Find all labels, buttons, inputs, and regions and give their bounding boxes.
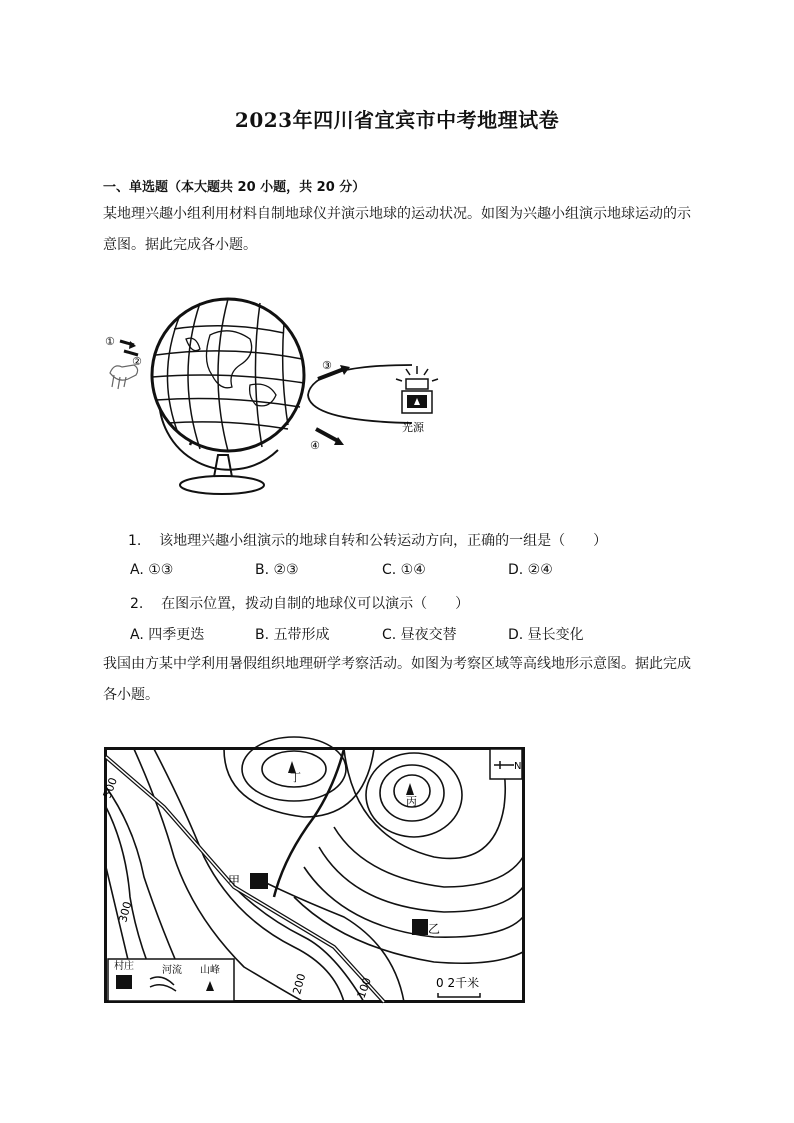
- question-1: [128, 530, 607, 550]
- question-2-stem: 在图示位置，拨动自制的地球仪可以演示（ ）: [161, 596, 470, 612]
- option-1b: B. ②③: [255, 562, 299, 578]
- section-heading-text: 一、单选题（本大题共 20 小题，共 20 分）: [103, 180, 366, 195]
- intro-paragraph-1: [103, 199, 703, 261]
- label-jia: 甲: [228, 874, 241, 888]
- village-jia-icon: [250, 873, 268, 889]
- contour-map-figure: [100, 747, 526, 1005]
- intro-paragraph-2: [103, 649, 703, 711]
- intro-2-line-2: 各小题。: [103, 687, 159, 703]
- marker-2: ②: [132, 355, 142, 368]
- contour-label-200: 200: [290, 972, 309, 996]
- village-yi-icon: [412, 919, 428, 935]
- legend-village-label: 村庄: [114, 961, 134, 972]
- contour-label-300: 300: [116, 900, 135, 924]
- globe-figure: [100, 295, 450, 500]
- question-2-number: 2.: [130, 596, 144, 612]
- light-source-icon: [396, 366, 438, 413]
- legend-river-label: 河流: [162, 965, 182, 976]
- option-1c: C. ①④: [382, 562, 426, 578]
- legend-peak-label: 山峰: [200, 965, 220, 976]
- marker-4: ④: [310, 439, 320, 452]
- label-ding: 丁: [290, 771, 301, 784]
- option-2d: D. 昼长变化: [508, 627, 584, 643]
- intro-1-line-2: 意图。据此完成各小题。: [103, 237, 257, 253]
- legend-village-icon: [116, 975, 132, 989]
- label-bing: 丙: [406, 795, 417, 808]
- contour-label-500: 500: [100, 775, 121, 801]
- option-1a: A. ①③: [130, 562, 174, 578]
- option-2b: B. 五带形成: [255, 627, 330, 643]
- north-label: N: [514, 761, 522, 772]
- question-2: [130, 593, 469, 613]
- option-2c: C. 昼夜交替: [382, 627, 457, 643]
- question-1-number: 1.: [128, 533, 142, 549]
- question-1-stem: 该地理兴趣小组演示的地球自转和公转运动方向，正确的一组是（ ）: [159, 533, 608, 549]
- intro-2-line-1: 我国由方某中学利用暑假组织地理研学考察活动。如图为考察区域等高线地形示意图。据此完成: [103, 656, 691, 672]
- light-source-label: 光源: [402, 421, 424, 434]
- intro-1-line-1: 某地理兴趣小组利用材料自制地球仪并演示地球的运动状况。如图为兴趣小组演示地球运动的示: [103, 206, 691, 222]
- contour-label-100: 100: [354, 975, 375, 1001]
- option-1d: D. ②④: [508, 562, 553, 578]
- marker-1: ①: [105, 335, 115, 348]
- section-heading: [103, 176, 365, 195]
- label-yi: 乙: [428, 922, 441, 936]
- hand-icon: [110, 365, 138, 389]
- scale-label: 0 2千米: [436, 976, 480, 990]
- option-2a: A. 四季更迭: [130, 627, 205, 643]
- marker-3: ③: [322, 359, 332, 372]
- page-title: 2023年四川省宜宾市中考地理试卷: [234, 108, 560, 132]
